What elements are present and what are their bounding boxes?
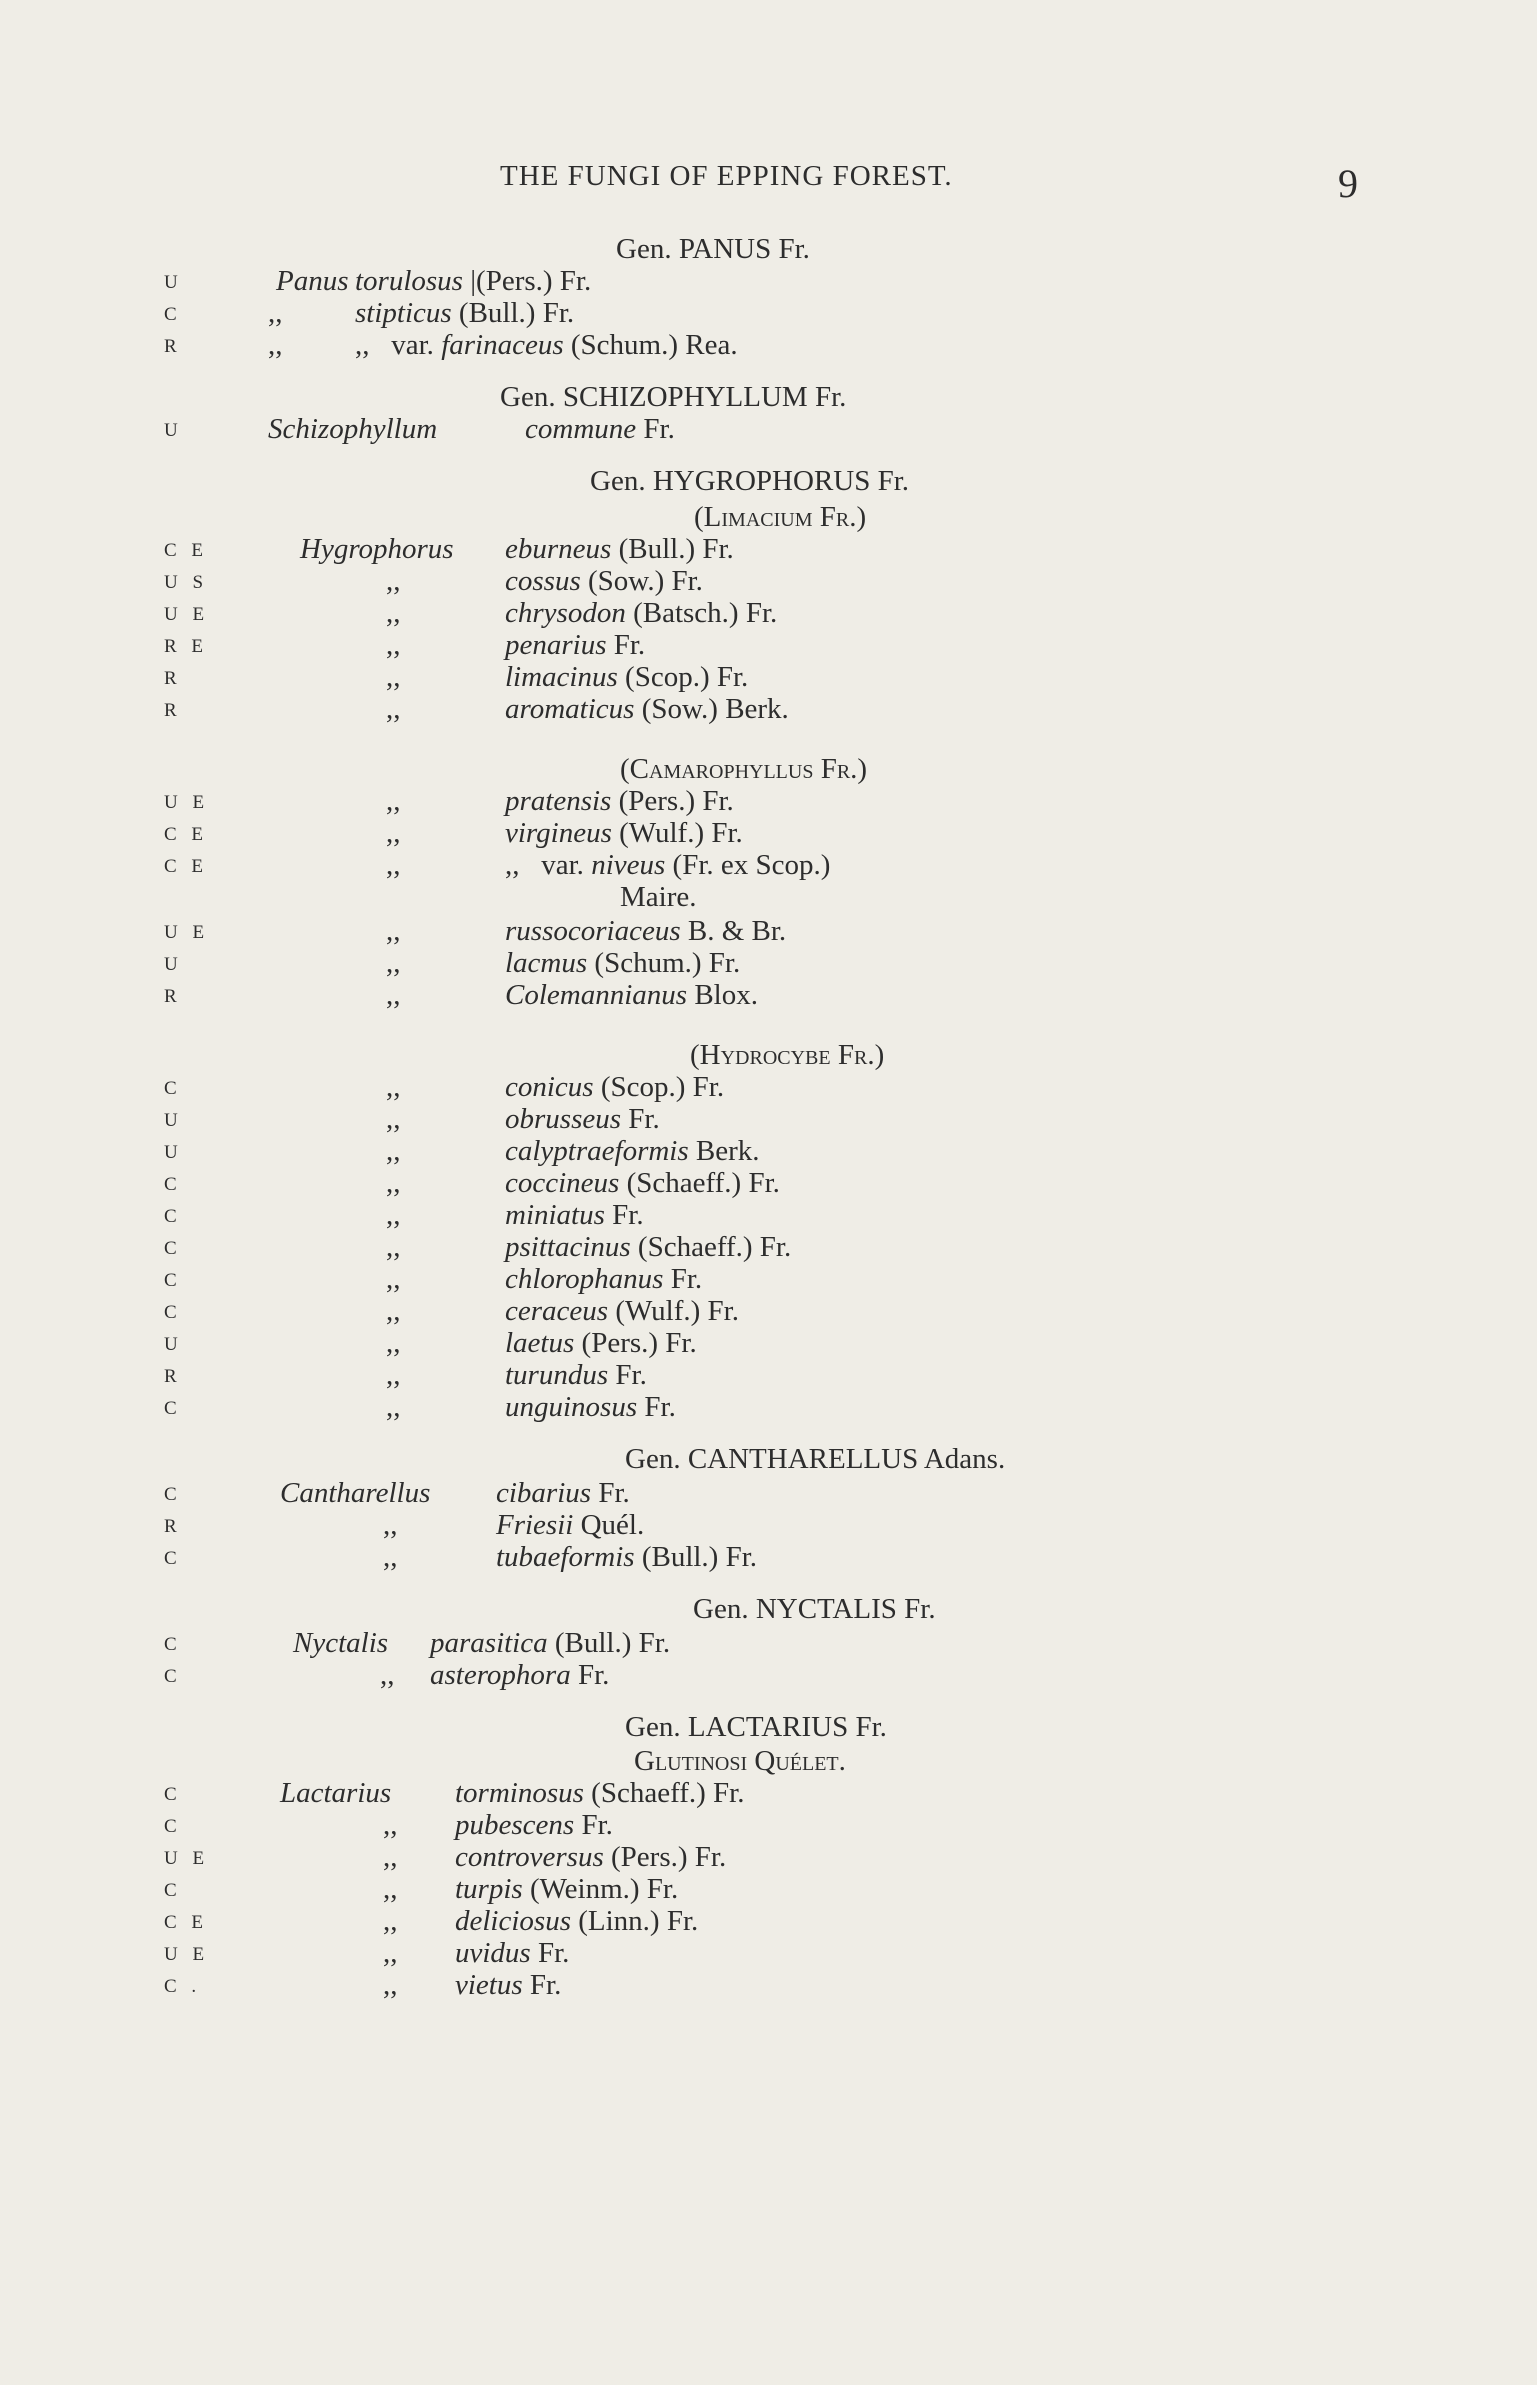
- ditto-mark: ,,: [386, 597, 401, 629]
- section-subheading: [0, 1744, 1537, 1778]
- continuation-line: [0, 880, 1537, 914]
- frequency-code: U: [164, 1334, 183, 1355]
- species-epithet: [505, 1390, 676, 1424]
- frequency-code: R: [164, 700, 182, 721]
- author-citation: (Scop.) Fr.: [625, 661, 749, 693]
- author-citation: (Bull.) Fr.: [458, 297, 575, 329]
- author-citation: (Bull.) Fr.: [641, 1541, 758, 1573]
- species-epithet: [505, 978, 758, 1012]
- species-entry: [0, 692, 1537, 726]
- ditto-mark: ,,: [380, 1659, 395, 1691]
- ditto-mark: ,,: [383, 1969, 398, 2001]
- epithet-text: penarius: [505, 629, 607, 661]
- species-epithet: [505, 1134, 760, 1168]
- author-citation: |(Pers.) Fr.: [470, 265, 592, 297]
- frequency-code: C: [164, 1548, 182, 1569]
- ditto-mark: ,,: [383, 1509, 398, 1541]
- frequency-code: C .: [164, 1976, 202, 1997]
- epithet-text: asterophora: [430, 1659, 571, 1691]
- author-citation: Fr.: [615, 1359, 647, 1391]
- ditto-mark: ,,: [386, 661, 401, 693]
- author-citation: var.: [541, 849, 584, 881]
- ditto-mark: ,,: [386, 1295, 401, 1327]
- author-citation: Fr.: [643, 413, 675, 445]
- ditto-mark: ,,: [386, 1359, 401, 1391]
- frequency-code: U: [164, 272, 183, 293]
- species-entry: [0, 1904, 1537, 1938]
- epithet-text: turundus: [505, 1359, 609, 1391]
- genus-name: Schizophyllum: [268, 413, 438, 445]
- species-entry: [0, 848, 1537, 882]
- species-entry: [0, 816, 1537, 850]
- variety-name: farinaceus: [441, 329, 564, 361]
- species-entry: [0, 564, 1537, 598]
- ditto-mark: ,,: [386, 629, 401, 661]
- epithet-text: tubaeformis: [496, 1541, 635, 1573]
- ditto-mark: ,,: [386, 915, 401, 947]
- author-citation: Fr.: [537, 1937, 570, 1969]
- species-entry: [0, 1540, 1537, 1574]
- frequency-code: C: [164, 1784, 182, 1805]
- epithet-text: chrysodon: [505, 597, 626, 629]
- species-entry: [0, 1872, 1537, 1906]
- ditto-mark: ,,: [386, 979, 401, 1011]
- species-epithet: [496, 1476, 630, 1510]
- species-entry: [0, 946, 1537, 980]
- species-entry: [0, 1166, 1537, 1200]
- epithet-text: calyptraeformis: [505, 1135, 689, 1167]
- species-entry: [0, 978, 1537, 1012]
- species-epithet: [505, 596, 777, 630]
- genus-heading: [0, 1442, 1537, 1476]
- frequency-code: C: [164, 1666, 182, 1687]
- epithet-text: russocoriaceus: [505, 915, 681, 947]
- ditto-mark: ,,: [268, 329, 283, 361]
- frequency-code: C: [164, 1174, 182, 1195]
- ditto-mark: ,,: [386, 785, 401, 817]
- frequency-code: R: [164, 1366, 182, 1387]
- frequency-code: U: [164, 420, 183, 441]
- genus-heading: [0, 380, 1537, 414]
- author-citation: (Wulf.) Fr.: [619, 817, 743, 849]
- epithet-text: obrusseus: [505, 1103, 622, 1135]
- species-entry: [0, 1230, 1537, 1264]
- ditto-mark: ,,: [383, 1541, 398, 1573]
- epithet-text: pubescens: [455, 1809, 575, 1841]
- ditto-mark: ,,: [505, 849, 520, 881]
- frequency-code: U: [164, 954, 183, 975]
- epithet-text: turpis: [455, 1873, 523, 1905]
- ditto-mark: ,,: [386, 1327, 401, 1359]
- ditto-mark: ,,: [386, 1199, 401, 1231]
- epithet-text: commune: [525, 413, 637, 445]
- genus-name: Panus: [276, 265, 349, 297]
- frequency-code: R: [164, 986, 182, 1007]
- species-epithet: [505, 914, 786, 948]
- species-entry: [0, 264, 1537, 298]
- author-citation: Quél.: [580, 1509, 645, 1541]
- ditto-mark: ,,: [386, 947, 401, 979]
- genus-heading: [0, 232, 1537, 266]
- frequency-code: C: [164, 1398, 182, 1419]
- species-entry: [0, 660, 1537, 694]
- species-epithet: [505, 1102, 660, 1136]
- author-citation: Fr.: [577, 1659, 610, 1691]
- author-citation: (Weinm.) Fr.: [529, 1873, 679, 1905]
- frequency-code: C E: [164, 824, 209, 845]
- frequency-code: U E: [164, 922, 210, 943]
- subheading-text: (Limacium Fr.): [694, 501, 867, 533]
- frequency-code: R: [164, 1516, 182, 1537]
- author-citation: (Sow.) Berk.: [641, 693, 789, 725]
- species-entry: [0, 328, 1537, 362]
- frequency-code: C: [164, 1206, 182, 1227]
- genus-heading: [0, 1710, 1537, 1744]
- epithet-text: limacinus: [505, 661, 618, 693]
- variety-name: niveus: [591, 849, 666, 881]
- species-epithet: [430, 1658, 609, 1692]
- frequency-code: C E: [164, 856, 209, 877]
- author-citation: (Scop.) Fr.: [600, 1071, 725, 1103]
- epithet-text: conicus: [505, 1071, 594, 1103]
- ditto-mark: ,,: [383, 1841, 398, 1873]
- variety-author: (Schum.) Rea.: [570, 329, 738, 361]
- species-epithet: [505, 1294, 739, 1328]
- genus-heading-text: Gen. HYGROPHORUS Fr.: [590, 465, 910, 497]
- epithet-text: stipticus: [355, 297, 452, 329]
- species-epithet: [455, 1872, 678, 1906]
- species-epithet: [355, 328, 738, 362]
- epithet-text: eburneus: [505, 533, 612, 565]
- running-header: THE FUNGI OF EPPING FOREST.: [500, 160, 953, 192]
- ditto-mark: ,,: [386, 693, 401, 725]
- epithet-text: uvidus: [455, 1937, 531, 1969]
- author-citation: Fr.: [598, 1477, 630, 1509]
- author-citation: (Pers.) Fr.: [618, 785, 734, 817]
- author-citation: (Schaeff.) Fr.: [626, 1167, 780, 1199]
- species-epithet: [505, 946, 740, 980]
- species-entry: [0, 1936, 1537, 1970]
- genus-name: Hygrophorus: [300, 533, 454, 565]
- author-citation: (Pers.) Fr.: [581, 1327, 697, 1359]
- species-entry: [0, 784, 1537, 818]
- species-epithet: [455, 1968, 561, 2002]
- author-citation: Fr.: [612, 1199, 644, 1231]
- author-citation: (Batsch.) Fr.: [633, 597, 778, 629]
- species-epithet: [505, 1070, 724, 1104]
- author-citation: Fr.: [529, 1969, 562, 2001]
- species-epithet: [505, 564, 703, 598]
- species-epithet: [355, 264, 591, 298]
- species-entry: [0, 1840, 1537, 1874]
- species-entry: [0, 532, 1537, 566]
- author-citation: (Sow.) Fr.: [587, 565, 703, 597]
- frequency-code: R: [164, 668, 182, 689]
- ditto-mark: ,,: [386, 817, 401, 849]
- ditto-mark: ,,: [386, 1103, 401, 1135]
- epithet-text: miniatus: [505, 1199, 605, 1231]
- author-citation: (Schaeff.) Fr.: [591, 1777, 745, 1809]
- frequency-code: C: [164, 304, 182, 325]
- author-citation: B. & Br.: [687, 915, 787, 947]
- author-citation: (Schum.) Fr.: [594, 947, 741, 979]
- frequency-code: C: [164, 1634, 182, 1655]
- subheading-text: (Hydrocybe Fr.): [690, 1039, 885, 1071]
- ditto-mark: ,,: [386, 1263, 401, 1295]
- continuation-text: Maire.: [620, 881, 697, 913]
- author-citation: Fr.: [644, 1391, 676, 1423]
- species-entry: [0, 296, 1537, 330]
- species-entry: [0, 1968, 1537, 2002]
- frequency-code: U E: [164, 604, 210, 625]
- epithet-text: unguinosus: [505, 1391, 638, 1423]
- species-epithet: [505, 532, 734, 566]
- epithet-text: lacmus: [505, 947, 588, 979]
- subheading-text: (Camarophyllus Fr.): [620, 753, 868, 785]
- genus-heading: [0, 464, 1537, 498]
- epithet-text: laetus: [505, 1327, 575, 1359]
- species-entry: [0, 1776, 1537, 1810]
- frequency-code: U E: [164, 1944, 210, 1965]
- ditto-mark: ,,: [355, 329, 370, 361]
- species-entry: [0, 1102, 1537, 1136]
- genus-heading-text: Gen. NYCTALIS Fr.: [693, 1593, 936, 1625]
- epithet-text: Friesii: [496, 1509, 574, 1541]
- species-entry: [0, 1390, 1537, 1424]
- species-entry: [0, 1326, 1537, 1360]
- epithet-text: Colemannianus: [505, 979, 688, 1011]
- genus-heading-text: Gen. CANTHARELLUS Adans.: [625, 1443, 1006, 1475]
- species-entry: [0, 1134, 1537, 1168]
- genus-heading-text: Gen. LACTARIUS Fr.: [625, 1711, 887, 1743]
- species-entry: [0, 1358, 1537, 1392]
- species-entry: [0, 1658, 1537, 1692]
- author-citation: Fr.: [613, 629, 646, 661]
- genus-heading: [0, 1592, 1537, 1626]
- ditto-mark: ,,: [383, 1905, 398, 1937]
- frequency-code: U: [164, 1110, 183, 1131]
- epithet-text: parasitica: [430, 1627, 548, 1659]
- frequency-code: U S: [164, 572, 209, 593]
- ditto-mark: ,,: [386, 1231, 401, 1263]
- epithet-text: deliciosus: [455, 1905, 571, 1937]
- ditto-mark: ,,: [268, 297, 283, 329]
- author-citation: (Bull.) Fr.: [554, 1627, 671, 1659]
- species-epithet: [430, 1626, 670, 1660]
- frequency-code: C: [164, 1302, 182, 1323]
- author-citation: Blox.: [694, 979, 758, 1011]
- species-entry: [0, 596, 1537, 630]
- species-entry: [0, 1626, 1537, 1660]
- epithet-text: cossus: [505, 565, 581, 597]
- species-entry: [0, 1070, 1537, 1104]
- author-citation: Berk.: [695, 1135, 760, 1167]
- species-epithet: [505, 1358, 647, 1392]
- frequency-code: C: [164, 1238, 182, 1259]
- species-epithet: [455, 1936, 569, 1970]
- epithet-text: psittacinus: [505, 1231, 631, 1263]
- frequency-code: R E: [164, 636, 209, 657]
- author-citation: Fr.: [581, 1809, 613, 1841]
- ditto-mark: ,,: [386, 565, 401, 597]
- author-citation: (Pers.) Fr.: [611, 1841, 727, 1873]
- species-epithet: [455, 1904, 698, 1938]
- genus-name: Cantharellus: [280, 1477, 431, 1509]
- page-number: 9: [1338, 161, 1358, 206]
- species-epithet: [525, 412, 675, 446]
- author-citation: (Wulf.) Fr.: [615, 1295, 739, 1327]
- frequency-code: C: [164, 1816, 182, 1837]
- frequency-code: C: [164, 1270, 182, 1291]
- ditto-mark: ,,: [386, 1135, 401, 1167]
- author-citation: var.: [391, 329, 434, 361]
- author-citation: (Schaeff.) Fr.: [637, 1231, 792, 1263]
- species-entry: [0, 1294, 1537, 1328]
- author-citation: Fr.: [670, 1263, 703, 1295]
- species-epithet: [505, 816, 743, 850]
- epithet-text: virgineus: [505, 817, 612, 849]
- frequency-code: C E: [164, 1912, 209, 1933]
- species-epithet: [505, 1230, 791, 1264]
- epithet-text: chlorophanus: [505, 1263, 664, 1295]
- ditto-mark: ,,: [386, 1391, 401, 1423]
- genus-name: Nyctalis: [293, 1627, 389, 1659]
- species-entry: [0, 1808, 1537, 1842]
- frequency-code: C: [164, 1078, 182, 1099]
- frequency-code: U E: [164, 1848, 210, 1869]
- species-epithet: [505, 1326, 697, 1360]
- epithet-text: torulosus: [355, 265, 463, 297]
- subheading-text: Glutinosi Quélet.: [634, 1745, 846, 1777]
- section-subheading: [0, 500, 1537, 534]
- epithet-text: coccineus: [505, 1167, 620, 1199]
- species-epithet: [505, 628, 645, 662]
- section-subheading: [0, 752, 1537, 786]
- ditto-mark: ,,: [386, 1071, 401, 1103]
- epithet-text: ceraceus: [505, 1295, 609, 1327]
- species-epithet: [505, 692, 789, 726]
- species-entry: [0, 1508, 1537, 1542]
- genus-heading-text: Gen. PANUS Fr.: [616, 233, 810, 265]
- species-entry: [0, 628, 1537, 662]
- epithet-text: vietus: [455, 1969, 523, 2001]
- species-epithet: [455, 1808, 613, 1842]
- author-citation: (Linn.) Fr.: [578, 1905, 699, 1937]
- ditto-mark: ,,: [383, 1873, 398, 1905]
- frequency-code: U E: [164, 792, 210, 813]
- species-entry: [0, 1262, 1537, 1296]
- species-epithet: [505, 660, 748, 694]
- species-entry: [0, 1198, 1537, 1232]
- epithet-text: controversus: [455, 1841, 604, 1873]
- species-epithet: [505, 784, 734, 818]
- species-epithet: [355, 296, 574, 330]
- frequency-code: C: [164, 1484, 182, 1505]
- author-citation: Fr.: [628, 1103, 660, 1135]
- variety-author: (Fr. ex Scop.): [672, 849, 831, 881]
- section-subheading: [0, 1038, 1537, 1072]
- genus-name: Lactarius: [280, 1777, 392, 1809]
- species-epithet: [505, 1198, 644, 1232]
- author-citation: (Bull.) Fr.: [618, 533, 734, 565]
- frequency-code: C E: [164, 540, 209, 561]
- frequency-code: R: [164, 336, 182, 357]
- species-epithet: [455, 1776, 744, 1810]
- epithet-text: cibarius: [496, 1477, 592, 1509]
- species-entry: [0, 1476, 1537, 1510]
- epithet-text: aromaticus: [505, 693, 635, 725]
- ditto-mark: ,,: [386, 1167, 401, 1199]
- species-epithet: [496, 1540, 757, 1574]
- species-entry: [0, 914, 1537, 948]
- species-epithet: [505, 1262, 702, 1296]
- ditto-mark: ,,: [383, 1937, 398, 1969]
- species-entry: [0, 412, 1537, 446]
- species-epithet: [505, 848, 830, 882]
- ditto-mark: ,,: [386, 849, 401, 881]
- frequency-code: U: [164, 1142, 183, 1163]
- genus-heading-text: Gen. SCHIZOPHYLLUM Fr.: [500, 381, 847, 413]
- species-epithet: [455, 1840, 726, 1874]
- species-epithet: [505, 1166, 780, 1200]
- epithet-text: pratensis: [505, 785, 612, 817]
- epithet-text: torminosus: [455, 1777, 584, 1809]
- species-epithet: [496, 1508, 644, 1542]
- frequency-code: C: [164, 1880, 182, 1901]
- ditto-mark: ,,: [383, 1809, 398, 1841]
